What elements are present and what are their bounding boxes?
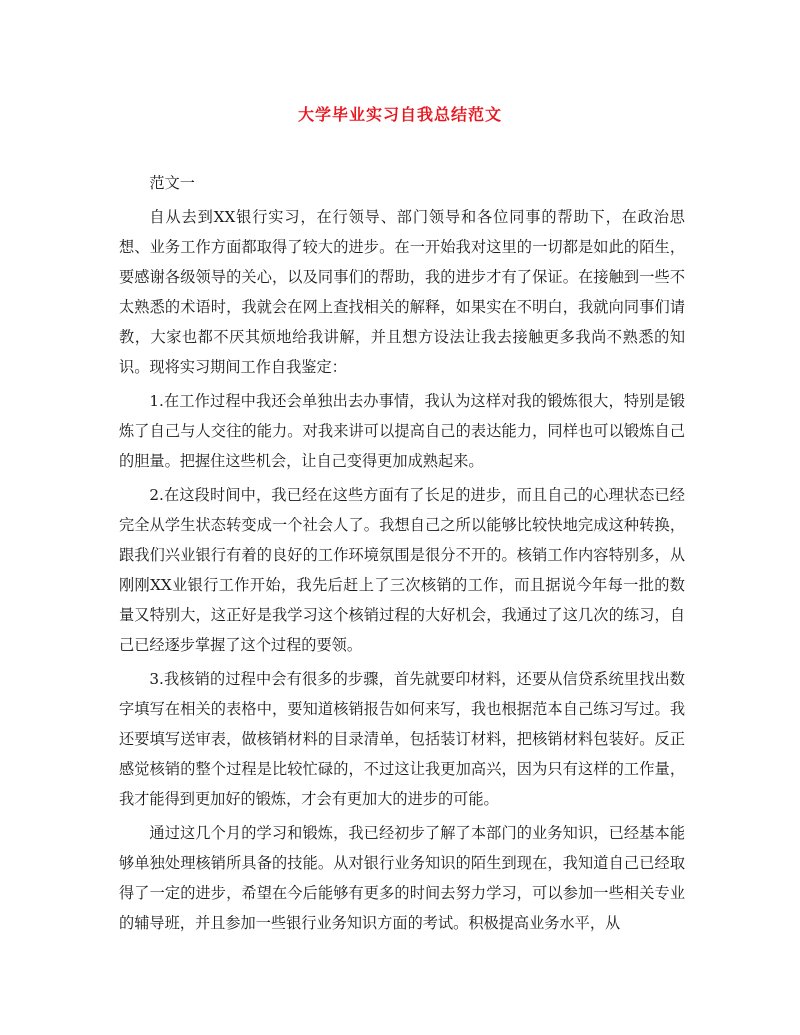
document-body (119, 168, 685, 938)
paragraph-item-3: 3.我核销的过程中会有很多的步骤，首先就要印材料，还要从信贷系统里找出数字填写在相关的表格中，要知道核销报告如何来写，我也根据范本自己练习写过。我还要填写送审表，做核销材料的目录清单，包括装订材料，把核销材料包装好。反正感觉核销的整个过程是比较忙碌的，不过这让我更加高兴，因为只有这样的工作量，我才能得到更加好的锻炼，才会有更加大的进步的可能。 (119, 670, 685, 808)
section-label: 范文一 (149, 174, 195, 192)
paragraph-intro: 自从去到XX银行实习，在行领导、部门领导和各位同事的帮助下，在政治思想、业务工作方面都取得了较大的进步。在一开始我对这里的一切都是如此的陌生，要感谢各级领导的关心，以及同事们的帮助，我的进步才有了保证。在接触到一些不太熟悉的术语时，我就会在网上查找相关的解释，如果实在不明白，我就向同事们请教，大家也都不厌其烦地给我讲解，并且想方设法让我去接触更多我尚不熟悉的知识。现将实习期间工作自我鉴定： (119, 208, 685, 376)
paragraph-item-1: 1.在工作过程中我还会单独出去办事情，我认为这样对我的锻炼很大，特别是锻炼了自己与人交往的能力。对我来讲可以提高自己的表达能力，同样也可以锻炼自己的胆量。把握住这些机会，让自己变得更加成熟起来。 (119, 392, 685, 470)
paragraph-conclusion: 通过这几个月的学习和锻炼，我已经初步了解了本部门的业务知识，已经基本能够单独处理核销所具备的技能。从对银行业务知识的陌生到现在，我知道自己已经取得了一定的进步，希望在今后能够有更多的时间去努力学习，可以参加一些相关专业的辅导班，并且参加一些银行业务知识方面的考试。积极提高业务水平，从 (119, 824, 685, 932)
document-title: 大学毕业实习自我总结范文 (297, 105, 502, 124)
paragraph-item-2: 2.在这段时间中，我已经在这些方面有了长足的进步，而且自己的心理状态已经完全从学生状态转变成一个社会人了。我想自己之所以能够比较快地完成这种转换，跟我们兴业银行有着的良好的工作环境氛围是很分不开的。核销工作内容特别多，从刚刚XX业银行工作开始，我先后赶上了三次核销的工作，而且据说今年每一批的数量又特别大，这正好是我学习这个核销过程的大好机会，我通过了这几次的练习，自己已经逐步掌握了这个过程的要领。 (119, 486, 685, 654)
